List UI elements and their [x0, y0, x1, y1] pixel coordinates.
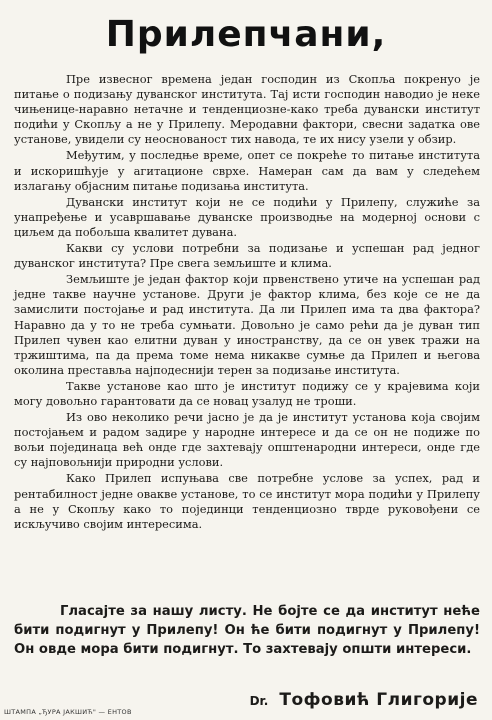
signature-title: Dr. — [249, 694, 269, 708]
paragraph: Дувански институт који не се подићи у Прилепу, служиће за унапређење и усавршавање дуванске производње на модерној основи с циљем да побољша квалитет дувана. — [14, 194, 480, 239]
poster-body — [14, 72, 480, 532]
paragraph: Такве установе као што је институт подижу се у крајевима који могу довољно гарантовати да се новац узалуд не троши. — [14, 378, 480, 408]
printer-imprint: ШТАМПА „ЂУРА ЈАКШИЋ" — ЕНТОВ — [4, 708, 132, 716]
paragraph: Како Прилеп испуњава све потребне услове за успех, рад и рентабилност једне овакве установе, то се институт мора подићи у Прилепу а не у Скопљу како то појединци тенденциозно тврде руковођени се искључиво својим интересима. — [14, 471, 480, 531]
signature-name: Тофовић Глигорије — [279, 690, 478, 710]
paragraph: Земљиште је један фактор који првенствено утиче на успешан рад једне такве научне установе. Други је фактор клима, без које се не да замислити постојање и рад института. Да ли Прилеп има та два фактора? Наравно да у то не треба сумњати. Довољно је само рећи да је дуван тип Прилеп чувен као елитни дуван у иностранству, да се он увек тражи на тржиштима, па да према томе нема никакве сумње да Прилеп и његова околина преставља најподеснији терен за подизање института. — [14, 272, 480, 377]
paragraph: Какви су услови потребни за подизање и успешан рад једног дуванског института? Пре свега земљиште и клима. — [14, 241, 480, 271]
paragraph: Пре извесног времена један господин из Скопља покренуо је питање о подизању дуванског института. Тај исти господин наводио је неке чињенице-наравно нетачне и тенденциозне-како треба дувански институт подићи у Скопљу а не у Прилепу. Меродавни фактори, свесни задатка ове установе, увидели су неоснованост тих навода, те их нису узели у обзир. — [14, 72, 480, 147]
voting-appeal: Гласајте за нашу листу. Не бојте се да институт неће бити подигнут у Прилепу! Он ће бити подигнут у Прилепу! Он овде мора бити подигнут. То захтевају општи интереси. — [14, 604, 480, 657]
paragraph: Међутим, у последње време, опет се покреће то питање института и искоришћује у агитационе сврхе. Намеран сам да вам у следећем излагању објасним питање подизања института. — [14, 148, 480, 193]
paragraph: Из ово неколико речи јасно је да је институт установа која својим постојањем и радом задире у народне интересе и да се он не подиже по вољи појединаца већ онде где захтевају општенародни интереси, онде где су најповољнији природни услови. — [14, 410, 480, 470]
poster-title: Прилепчани, — [105, 14, 387, 55]
signature-block — [250, 690, 478, 710]
